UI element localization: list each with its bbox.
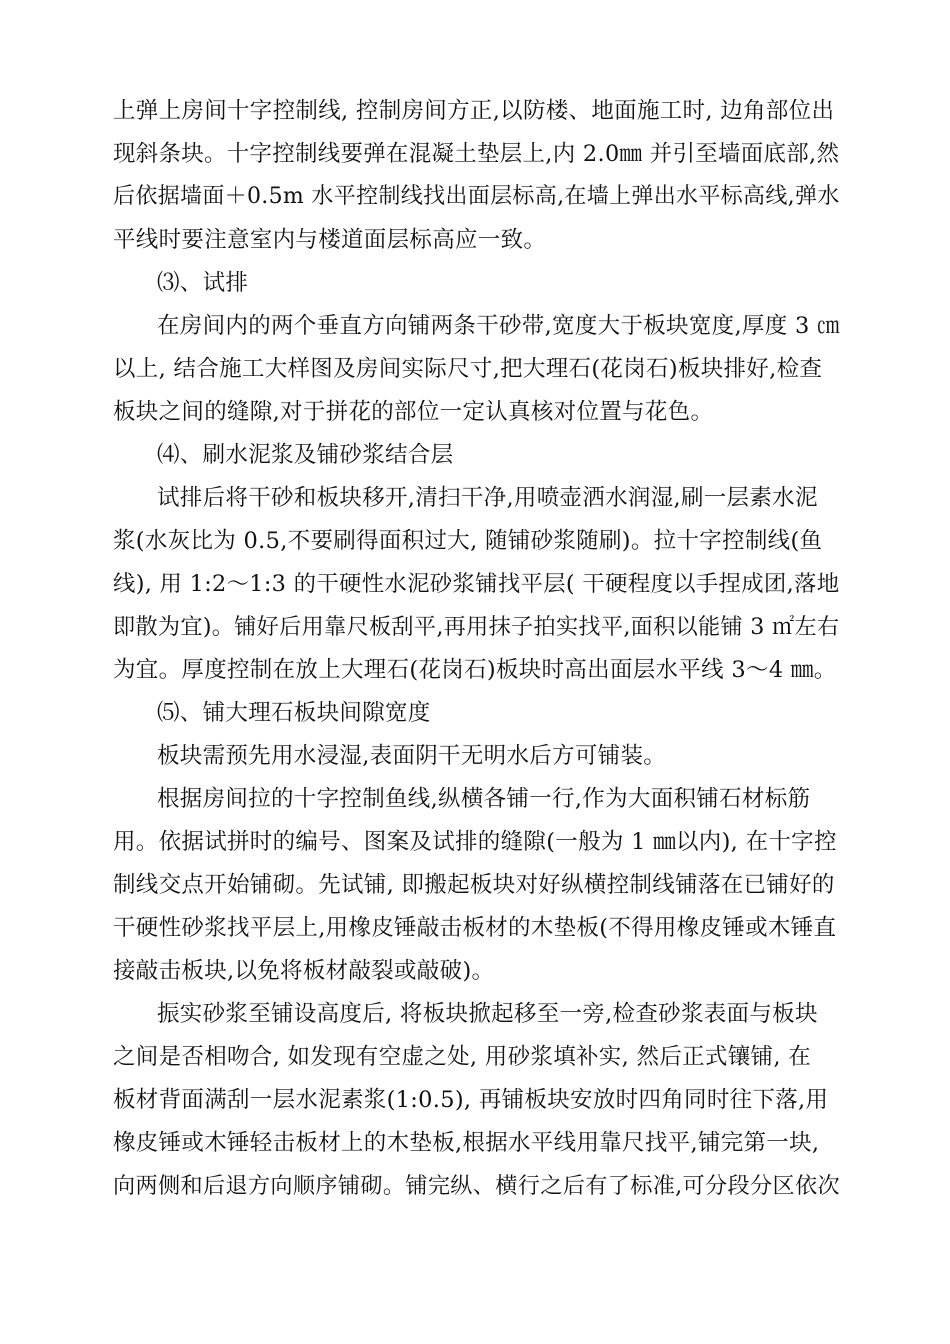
section-heading: ⑷、刷水泥浆及铺砂浆结合层 [157,442,454,468]
text-line: 上弹上房间十字控制线, 控制房间方正,以防楼、地面施工时, 边角部位出 [113,98,835,124]
text-line: 制线交点开始铺砌。先试铺, 即搬起板块对好纵横控制线铺落在已铺好的 [113,872,835,898]
text-line: 试排后将干砂和板块移开,清扫干净,用喷壶洒水润湿,刷一层素水泥 [157,485,818,511]
text-line: 线), 用 1:2～1:3 的干硬性水泥砂浆铺找平层( 干硬程度以手捏成团,落地 [113,571,840,597]
text-line: 振实砂浆至铺设高度后, 将板块掀起移至一旁,检查砂浆表面与板块 [157,1001,818,1027]
text-line: 板块之间的缝隙,对于拼花的部位一定认真核对位置与花色。 [113,399,714,425]
text-line: 在房间内的两个垂直方向铺两条干砂带,宽度大于板块宽度,厚度 3 ㎝ [157,313,840,339]
text-line: 橡皮锤或木锤轻击板材上的木垫板,根据水平线用靠尺找平,铺完第一块, [113,1130,820,1156]
text-line: 即散为宜)。铺好后用靠尺板刮平,再用抹子拍实找平,面积以能铺 3 ㎡左右 [113,614,840,640]
text-line: 用。依据试拼时的编号、图案及试排的缝隙(一般为 1 ㎜以内), 在十字控 [113,829,837,855]
text-line: 为宜。厚度控制在放上大理石(花岗石)板块时高出面层水平线 3～4 ㎜。 [113,657,837,683]
text-line: 以上, 结合施工大样图及房间实际尺寸,把大理石(花岗石)板块排好,检查 [113,356,823,382]
text-line: 干硬性砂浆找平层上,用橡皮锤敲击板材的木垫板(不得用橡皮锤或木锤直 [113,915,837,941]
text-line: 之间是否相吻合, 如发现有空虚之处, 用砂浆填补实, 然后正式镶铺, 在 [113,1044,812,1070]
section-heading: ⑸、铺大理石板块间隙宽度 [157,700,431,726]
text-line: 后依据墙面＋0.5m 水平控制线找出面层标高,在墙上弹出水平标高线,弹水 [113,184,840,209]
section-heading: ⑶、试排 [157,270,249,296]
text-line: 板材背面满刮一层水泥素浆(1:0.5), 再铺板块安放时四角同时往下落,用 [113,1087,829,1113]
text-line: 平线时要注意室内与楼道面层标高应一致。 [113,227,547,253]
text-line: 向两侧和后退方向顺序铺砌。铺完纵、横行之后有了标准,可分段分区依次 [113,1173,840,1199]
text-line: 板块需预先用水浸湿,表面阴干无明水后方可铺装。 [157,743,667,769]
text-line: 根据房间拉的十字控制鱼线,纵横各铺一行,作为大面积铺石材标筋 [157,786,811,812]
text-line: 现斜条块。十字控制线要弹在混凝土垫层上,内 2.0㎜ 并引至墙面底部,然 [113,141,840,167]
text-line: 浆(水灰比为 0.5,不要刷得面积过大, 随铺砂浆随刷)。拉十字控制线(鱼 [113,528,823,554]
text-line: 接敲击板块,以免将板材敲裂或敲破)。 [113,958,495,984]
